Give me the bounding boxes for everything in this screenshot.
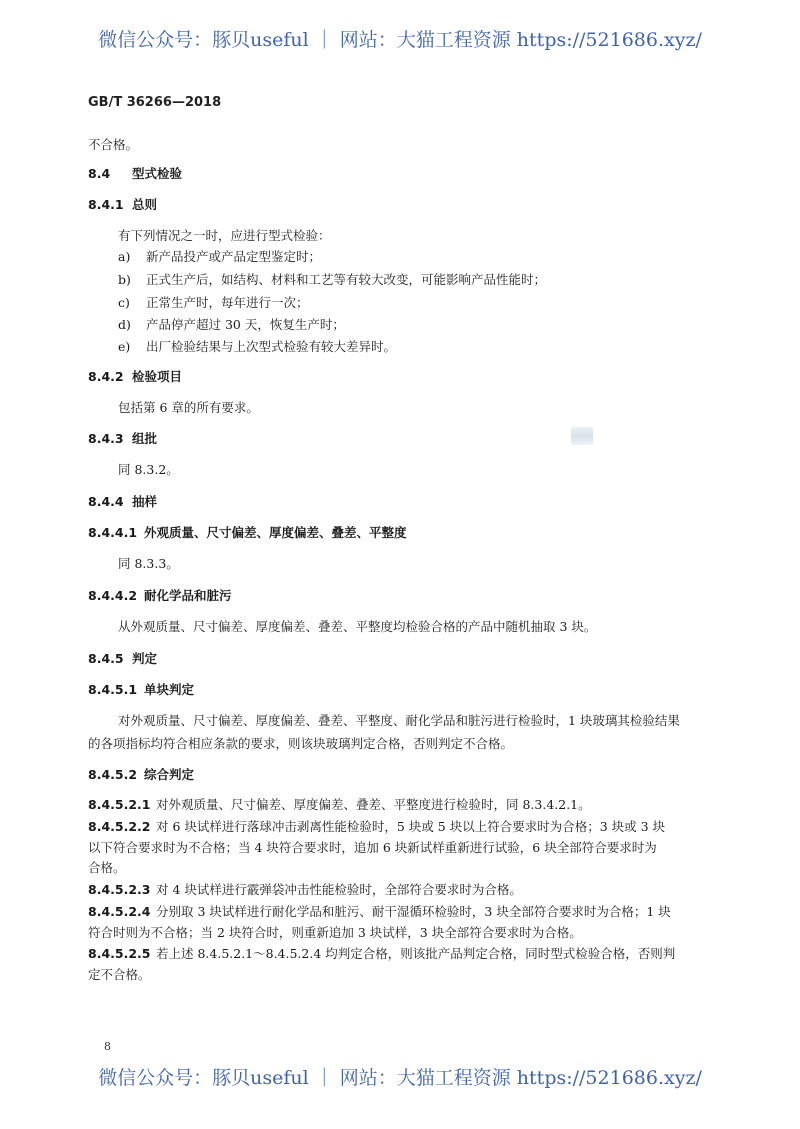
list-marker: d) [118,317,131,332]
section-number: 8.4.4.1 [88,525,138,540]
section-number: 8.4.3 [88,431,124,446]
clause-continuation: 定不合格。 [88,967,151,982]
list-marker: c) [118,295,130,310]
section-heading-8-4 [88,166,182,182]
clause-number: 8.4.5.2.5 [88,946,151,961]
section-heading-8-4-4 [88,494,157,510]
section-title: 单块判定 [144,682,195,697]
section-heading-8-4-2 [88,369,182,385]
list-text: 新产品投产或产品定型鉴定时； [146,249,322,264]
list-marker: a) [118,249,131,264]
list-text: 产品停产超过 30 天，恢复生产时； [146,317,345,332]
section-heading-8-4-5-1 [88,682,194,698]
clause-line [88,882,522,898]
clause-text: 对 4 块试样进行霰弹袋冲击性能检验时，全部符合要求时为合格。 [156,882,522,897]
section-title: 总则 [132,197,158,212]
paragraph-line: 对外观质量、尺寸偏差、厚度偏差、叠差、平整度、耐化学品和脏污进行检验时，1 块玻璃其检验结果 [118,713,680,728]
clause-continuation: 以下符合要求时为不合格；当 4 块符合要求时，追加 6 块新试样重新进行试验，6 块全部符合要求时为 [88,840,657,855]
clause-text: 分别取 3 块试样进行耐化学品和脏污、耐干湿循环检验时，3 块全部符合要求时为合格；1 块 [156,904,671,919]
clause-text: 若上述 8.4.5.2.1～8.4.5.2.4 均判定合格，则该批产品判定合格，同时型式检验合格，否则判 [156,946,676,961]
list-text: 出厂检验结果与上次型式检验有较大差异时。 [146,339,397,354]
clause-line [88,797,591,813]
list-text: 正常生产时，每年进行一次； [146,295,309,310]
section-title: 抽样 [132,494,158,509]
clause-continuation: 合格。 [88,860,126,875]
list-item [118,295,309,311]
list-marker: b) [118,272,131,287]
section-number: 8.4.4.2 [88,588,138,603]
paragraph-line: 的各项指标均符合相应条款的要求，则该块玻璃判定合格，否则判定不合格。 [88,736,514,751]
clause-number: 8.4.5.2.1 [88,797,151,812]
section-heading-8-4-5-2 [88,767,194,783]
list-item [118,339,396,355]
clause-text: 对外观质量、尺寸偏差、厚度偏差、叠差、平整度进行检验时，同 8.3.4.2.1。 [156,797,591,812]
list-item [118,249,321,265]
watermark-banner-top: 微信公众号：豚贝useful ｜ 网站：大猫工程资源 https://521686.xyz/ [98,29,702,51]
section-title: 判定 [132,651,158,666]
section-heading-8-4-4-2 [88,588,232,604]
clause-number: 8.4.5.2.3 [88,882,151,897]
section-number: 8.4.1 [88,197,124,212]
scan-artifact [571,427,593,445]
page-number: 8 [104,1040,111,1053]
section-title: 耐化学品和脏污 [144,588,232,603]
clause-continuation: 符合时则为不合格；当 2 块符合时，则重新追加 3 块试样，3 块全部符合要求时为合格。 [88,925,582,940]
section-title: 检验项目 [132,369,183,384]
clause-line [88,819,665,835]
section-title: 组批 [132,431,158,446]
list-text: 正式生产后，如结构、材料和工艺等有较大改变，可能影响产品性能时； [146,272,547,287]
list-item [118,317,345,333]
section-heading-8-4-3 [88,431,157,447]
watermark-banner-bottom: 微信公众号：豚贝useful ｜ 网站：大猫工程资源 https://521686.xyz/ [98,1067,702,1089]
section-number: 8.4.2 [88,369,124,384]
section-number: 8.4.5.1 [88,682,138,697]
section-number: 8.4.5 [88,651,124,666]
paragraph: 从外观质量、尺寸偏差、厚度偏差、叠差、平整度均检验合格的产品中随机抽取 3 块。 [118,619,597,634]
section-heading-8-4-5 [88,651,157,667]
section-title: 外观质量、尺寸偏差、厚度偏差、叠差、平整度 [144,525,407,540]
paragraph: 包括第 6 章的所有要求。 [118,400,259,415]
paragraph: 同 8.3.2。 [118,462,179,477]
paragraph: 有下列情况之一时，应进行型式检验： [118,228,331,243]
section-number: 8.4.5.2 [88,767,138,782]
list-item [118,272,546,288]
clause-number: 8.4.5.2.2 [88,819,151,834]
section-number: 8.4.4 [88,494,124,509]
clause-number: 8.4.5.2.4 [88,904,151,919]
standard-code: GB/T 36266—2018 [88,95,222,110]
section-title: 型式检验 [132,166,183,181]
clause-line [88,904,671,920]
list-marker: e) [118,339,131,354]
clause-line [88,946,675,962]
section-heading-8-4-1 [88,197,157,213]
section-number: 8.4 [88,166,111,181]
clause-text: 对 6 块试样进行落球冲击剥离性能检验时，5 块或 5 块以上符合要求时为合格；3 块或 3 块 [156,819,666,834]
section-heading-8-4-4-1 [88,525,407,541]
paragraph: 同 8.3.3。 [118,556,179,571]
paragraph: 不合格。 [88,137,139,152]
section-title: 综合判定 [144,767,195,782]
